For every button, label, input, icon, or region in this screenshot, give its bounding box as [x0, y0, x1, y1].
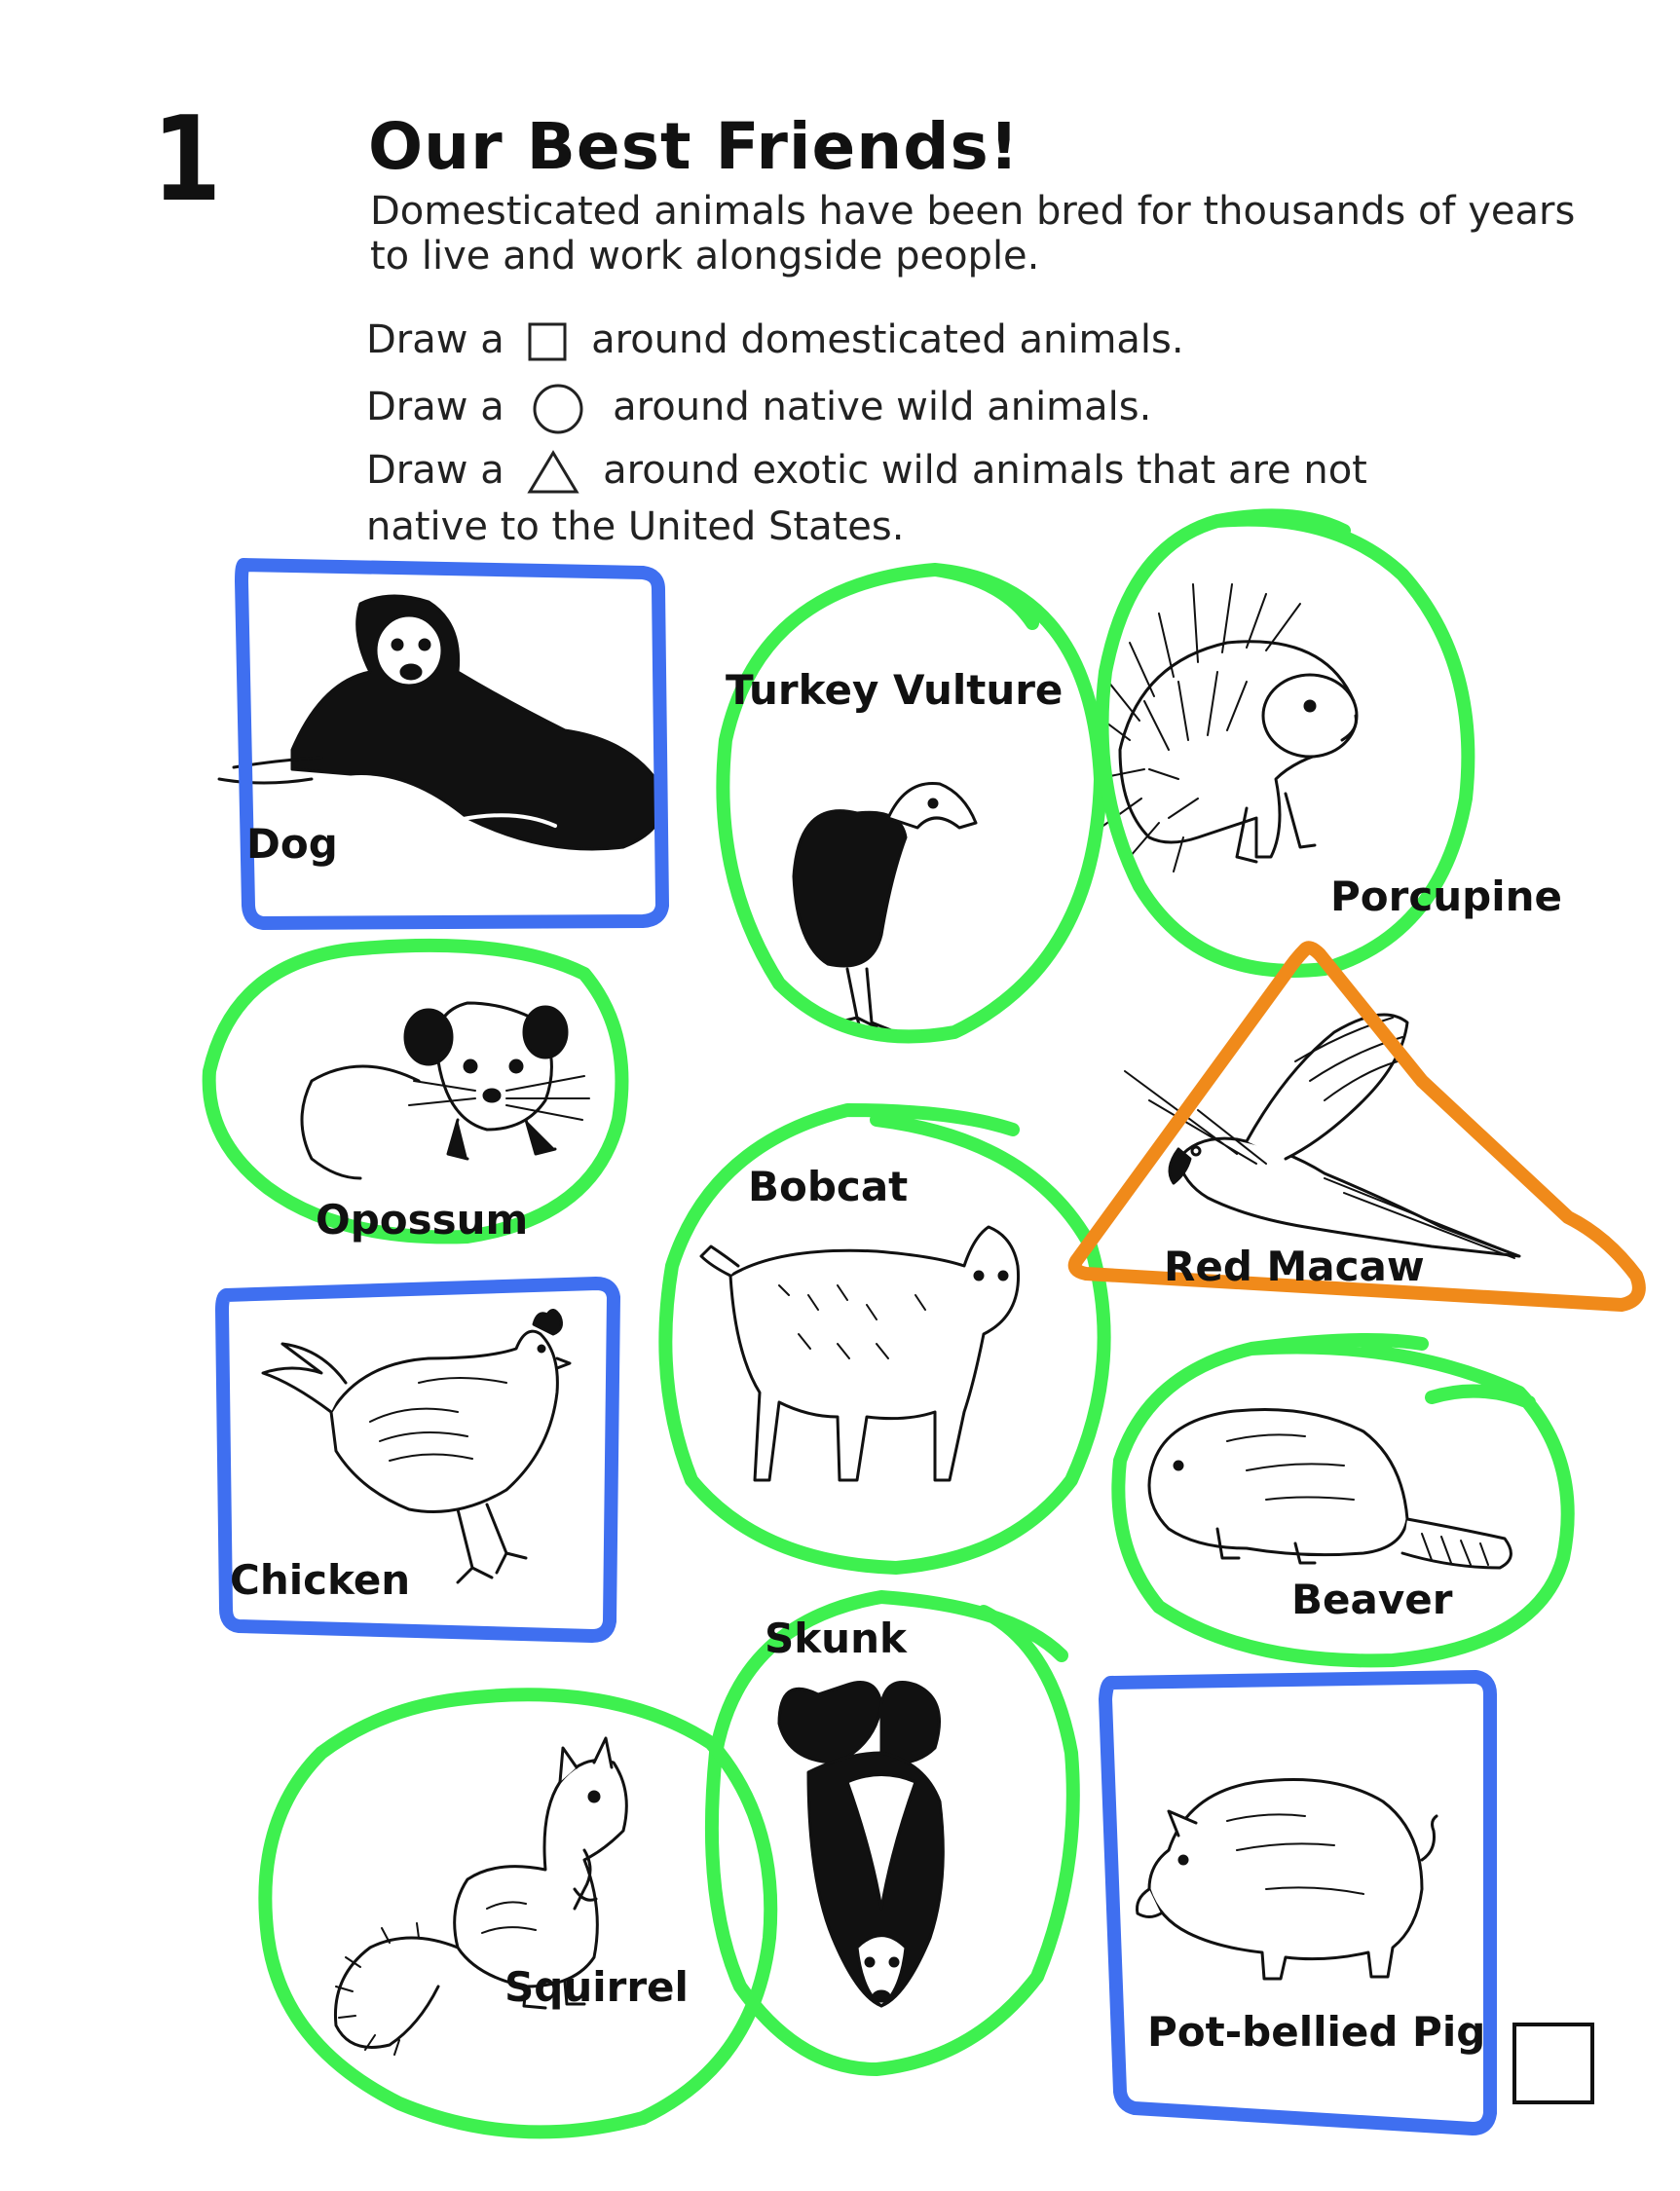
- instruction-triangle-before: Draw a: [366, 448, 504, 493]
- label-red-macaw: Red Macaw: [1164, 1243, 1425, 1290]
- pot-bellied-pig-illustration: [1138, 1780, 1437, 1980]
- label-squirrel: Squirrel: [504, 1963, 689, 2011]
- dog-illustration: [219, 596, 664, 849]
- label-opossum: Opossum: [316, 1196, 529, 1244]
- opossum-illustration: [302, 1003, 589, 1178]
- chicken-illustration: [263, 1310, 570, 1582]
- opossum-circle-mark: [209, 946, 622, 1238]
- beaver-illustration: [1149, 1410, 1511, 1569]
- label-pot-bellied-pig: Pot-bellied Pig: [1147, 2008, 1486, 2056]
- label-beaver: Beaver: [1291, 1576, 1453, 1623]
- label-porcupine: Porcupine: [1330, 873, 1562, 920]
- page-title: Our Best Friends!: [368, 109, 1020, 184]
- completion-checkbox[interactable]: [1512, 2023, 1594, 2104]
- bobcat-illustration: [701, 1227, 1019, 1480]
- turkey-vulture-illustration: [794, 783, 976, 1040]
- porcupine-illustration: [1091, 584, 1357, 872]
- page-number: 1: [152, 93, 222, 228]
- instruction-circle-before: Draw a: [366, 385, 504, 429]
- red-macaw-illustration: [1125, 1015, 1519, 1258]
- instruction-triangle-after: around exotic wild animals that are not: [603, 448, 1367, 493]
- label-skunk: Skunk: [765, 1615, 907, 1662]
- instruction-circle-after: around native wild animals.: [613, 385, 1152, 429]
- skunk-illustration: [779, 1683, 943, 2007]
- instruction-square-after: around domesticated animals.: [591, 317, 1184, 362]
- label-dog: Dog: [246, 820, 338, 868]
- label-chicken: Chicken: [230, 1556, 411, 1604]
- label-turkey-vulture: Turkey Vulture: [726, 666, 1064, 714]
- intro-text: Domesticated animals have been bred for thousands of years to live and work alongside people.: [370, 189, 1576, 279]
- instruction-square-before: Draw a: [366, 317, 504, 362]
- instruction-triangle-line2: native to the United States.: [366, 504, 905, 549]
- label-bobcat: Bobcat: [748, 1163, 909, 1210]
